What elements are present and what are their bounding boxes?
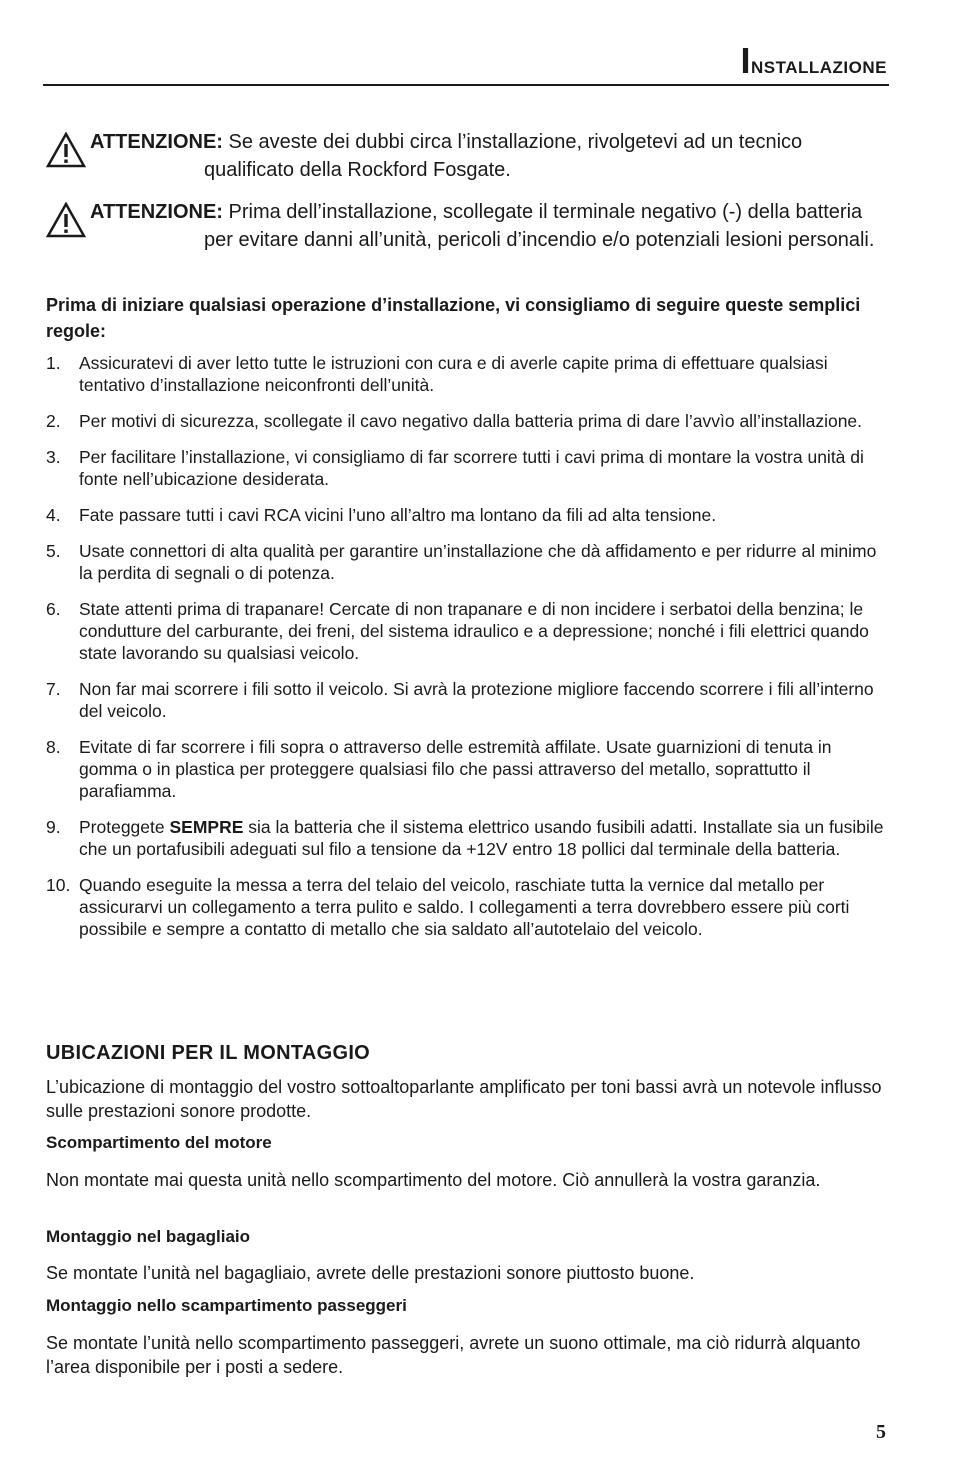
page-header <box>43 40 889 86</box>
warning-install-doubts <box>46 128 886 184</box>
list-item: 9. Proteggete SEMPRE sia la batteria che il sistema elettrico usando fusibili adatti. Installate sia un fusibile che un portafusibili adeguati sul filo a tensione da +12V entro 18 pollici dal terminale della batteria. <box>46 817 884 859</box>
subheading-passenger: Montaggio nello scampartimento passeggeri <box>46 1296 407 1315</box>
warning-label: ATTENZIONE: <box>90 131 223 153</box>
subheading-engine: Scompartimento del motore <box>46 1133 272 1152</box>
engine-text: Non montate mai questa unità nello scompartimento del motore. Ciò annullerà la vostra garanzia. <box>46 1170 821 1190</box>
rules-intro: Prima di iniziare qualsiasi operazione d’installazione, vi consigliamo di seguire queste semplici regole: <box>46 295 861 341</box>
list-item: 4. Fate passare tutti i cavi RCA vicini l’uno all’altro ma lontano da fili ad alta tensione. <box>46 505 717 525</box>
warning-message: Prima dell’installazione, scollegate il terminale negativo (-) della batteria per evitare danni all’unità, pericoli d’incendio e/o potenziali lesioni personali. <box>204 201 875 251</box>
passenger-text: Se montate l’unità nello scompartimento passeggeri, avrete un suono ottimale, ma ciò ridurrà alquanto l’area disponibile per i posti a sedere. <box>46 1333 861 1377</box>
warning-text <box>90 198 886 254</box>
list-item: 6. State attenti prima di trapanare! Cercate di non trapanare e di non incidere i serbatoi della benzina; le condutture del carburante, dei freni, del sistema idraulico e a depressione; nonché i fili elettrici quando state lavorando su qualsiasi veicolo. <box>46 599 869 663</box>
mounting-intro: L’ubicazione di montaggio del vostro sottoaltoparlante amplificato per toni bassi avrà un notevole influsso sulle prestazioni sonore prodotte. <box>46 1077 882 1121</box>
list-item: 7. Non far mai scorrere i fili sotto il veicolo. Si avrà la protezione migliore faccendo scorrere i fili all’interno del veicolo. <box>46 679 874 721</box>
list-item: 3. Per facilitare l’installazione, vi consigliamo di far scorrere tutti i cavi prima di montare la vostra unità di fonte nell’ubicazione desiderata. <box>46 447 864 489</box>
trunk-text: Se montate l’unità nel bagagliaio, avrete delle prestazioni sonore piuttosto buone. <box>46 1263 695 1283</box>
page-number: 5 <box>876 1421 886 1443</box>
warning-text <box>90 128 886 184</box>
emphasis-sempre: SEMPRE <box>169 817 244 837</box>
list-item: 5. Usate connettori di alta qualità per garantire un’installazione che dà affidamento e per ridurre al minimo la perdita di segnali o di potenza. <box>46 541 877 583</box>
list-item: 8. Evitate di far scorrere i fili sopra o attraverso delle estremità affilate. Usate guarnizioni di tenuta in gomma o in plastica per proteggere qualsiasi filo che passi attraverso del metallo, soprattutto il parafiamma. <box>46 737 832 801</box>
page-title: Installazione <box>740 40 887 81</box>
list-item: 1. Assicuratevi di aver letto tutte le istruzioni con cura e di averle capite prima di effettuare qualsiasi tentativo d’installazione neiconfronti dell’unità. <box>46 353 828 395</box>
list-item: 2. Per motivi di sicurezza, scollegate il cavo negativo dalla batteria prima di dare l’avvìo all’installazione. <box>46 411 863 431</box>
section-heading-mounting: UBICAZIONI PER IL MONTAGGIO <box>46 1042 371 1064</box>
warning-disconnect-battery <box>46 198 886 254</box>
warning-message: Se aveste dei dubbi circa l’installazione, rivolgetevi ad un tecnico qualificato della Rockford Fosgate. <box>204 131 803 181</box>
warning-triangle-icon <box>46 202 86 238</box>
subheading-trunk: Montaggio nel bagagliaio <box>46 1227 250 1246</box>
rules-list <box>46 352 886 954</box>
warning-triangle-icon <box>46 132 86 168</box>
warning-label: ATTENZIONE: <box>90 201 223 223</box>
list-item: 10. Quando eseguite la messa a terra del telaio del veicolo, raschiate tutta la vernice dal metallo per assicurarvi un collegamento a terra pulito e saldo. I collegamenti a terra dovrebbero essere più corti possibile e sempre a contatto di metallo che sia saldato all’autotelaio del veicolo. <box>46 875 850 939</box>
